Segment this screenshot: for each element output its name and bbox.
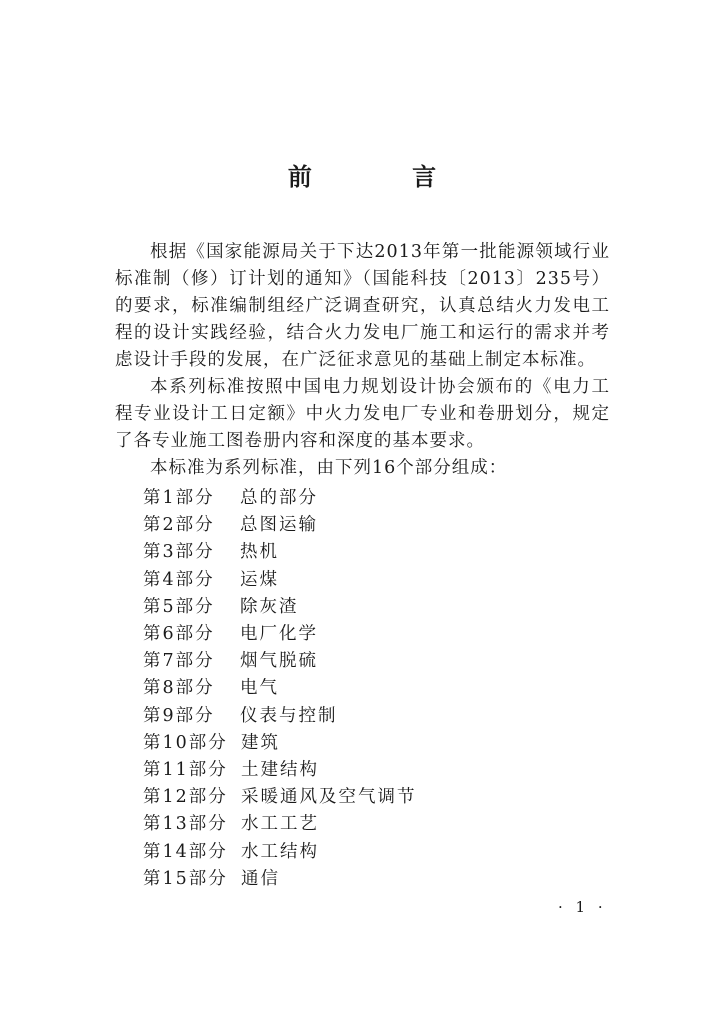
part-name: 总的部分 [240, 488, 318, 508]
part-name: 电气 [240, 678, 279, 699]
list-item [143, 784, 603, 811]
part-name: 运煤 [240, 569, 279, 590]
part-name: 热机 [240, 542, 279, 563]
part-label: 第1部分 [143, 488, 215, 508]
part-name: 采暖通风及空气调节 [241, 787, 417, 808]
paragraph: 本标准为系列标准，由下列16个部分组成： [150, 458, 508, 478]
list-item [143, 512, 603, 539]
part-label: 第3部分 [143, 542, 215, 563]
part-label: 第14部分 [143, 841, 228, 862]
parts-list [143, 485, 603, 893]
part-name: 除灰渣 [240, 596, 299, 617]
part-name: 水工结构 [241, 841, 319, 862]
list-item [143, 866, 603, 893]
part-label: 第13部分 [143, 814, 228, 835]
preface-body [115, 239, 610, 482]
list-item [143, 811, 603, 838]
page-title: 前 言 [287, 163, 483, 191]
part-label: 第10部分 [143, 732, 228, 753]
list-item [143, 730, 603, 757]
part-label: 第11部分 [143, 760, 228, 781]
part-label: 第7部分 [143, 651, 215, 672]
paragraph: 根据《国家能源局关于下达2013年第一批能源领域行业标准制（修）订计划的通知》（国能科技〔2013〕235号）的要求，标准编制组经广泛调查研究，认真总结火力发电工程的设计实践经验，结合火力发电厂施工和运行的需求并考虑设计手段的发展，在广泛征求意见的基础上制定本标准。 [115, 242, 610, 370]
part-label: 第4部分 [143, 569, 215, 590]
part-label: 第8部分 [143, 678, 215, 699]
list-item [143, 757, 603, 784]
part-label: 第9部分 [143, 705, 215, 726]
list-item [143, 703, 603, 730]
list-item [143, 539, 603, 566]
part-label: 第5部分 [143, 596, 215, 617]
paragraph: 本系列标准按照中国电力规划设计协会颁布的《电力工程专业设计工日定额》中火力发电厂专业和卷册划分，规定了各专业施工图卷册内容和深度的基本要求。 [115, 377, 610, 451]
page-number: · 1 · [558, 898, 607, 916]
part-name: 总图运输 [240, 515, 318, 536]
part-name: 土建结构 [241, 760, 319, 781]
part-label: 第6部分 [143, 624, 215, 645]
part-label: 第12部分 [143, 787, 228, 808]
part-name: 通信 [241, 868, 280, 889]
part-label: 第15部分 [143, 868, 228, 889]
part-name: 烟气脱硫 [240, 651, 318, 672]
part-name: 水工工艺 [241, 814, 319, 835]
part-name: 仪表与控制 [240, 705, 338, 726]
list-item [143, 485, 603, 512]
part-name: 建筑 [241, 732, 280, 753]
list-item [143, 621, 603, 648]
list-item [143, 648, 603, 675]
list-item [143, 839, 603, 866]
list-item [143, 567, 603, 594]
list-item [143, 675, 603, 702]
list-item [143, 594, 603, 621]
part-name: 电厂化学 [240, 624, 318, 645]
part-label: 第2部分 [143, 515, 215, 536]
